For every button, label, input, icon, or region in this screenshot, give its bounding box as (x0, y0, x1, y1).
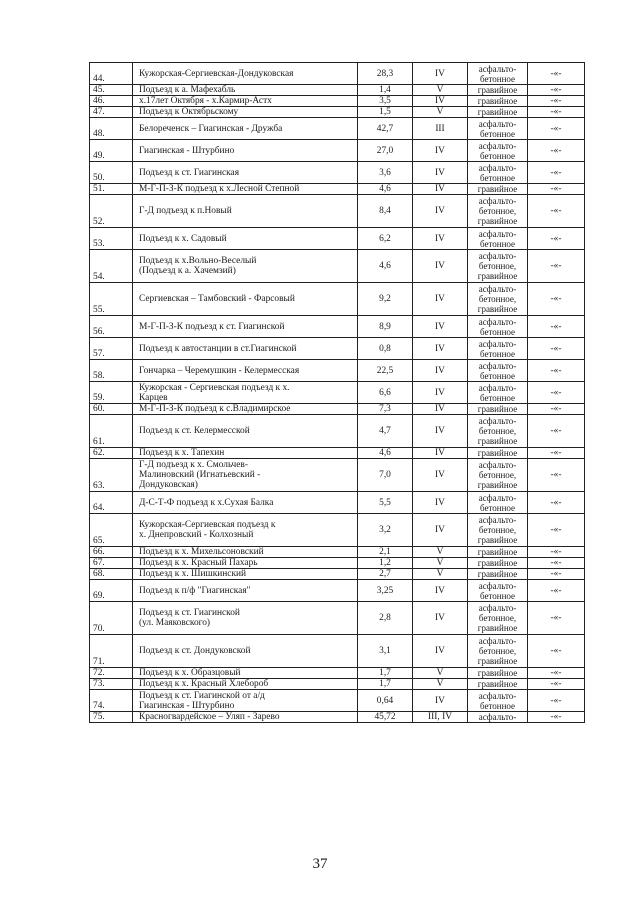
road-name: Подъезд к ст. Келермесской (133, 415, 358, 448)
table-row (90, 338, 585, 360)
row-number: 52. (90, 195, 133, 228)
road-note: -«- (528, 547, 585, 558)
row-number: 69. (90, 580, 133, 602)
road-category: IV (413, 96, 468, 107)
table-row (90, 184, 585, 195)
road-length: 6,2 (358, 228, 413, 250)
road-note: -«- (528, 690, 585, 712)
road-name: Подъезд к п/ф "Гиагинская" (133, 580, 358, 602)
road-length: 9,2 (358, 283, 413, 316)
table-row (90, 250, 585, 283)
road-length: 4,7 (358, 415, 413, 448)
road-name: М-Г-П-З-К подъезд к х.Лесной Степной (133, 184, 358, 195)
road-name: Подъезд к х. Шишкинский (133, 569, 358, 580)
road-name: Подъезд к х. Михельсоновский (133, 547, 358, 558)
road-note: -«- (528, 712, 585, 723)
row-number: 51. (90, 184, 133, 195)
table-row (90, 415, 585, 448)
road-note: -«- (528, 492, 585, 514)
road-coverage: асфальто- бетонное, гравийное (468, 602, 528, 635)
road-length: 3,2 (358, 514, 413, 547)
road-coverage: гравийное (468, 107, 528, 118)
row-number: 45. (90, 85, 133, 96)
road-name: Г-Д подъезд к х. Смольчев- Малиновский (Игнатьевский - Дондуковская) (133, 459, 358, 492)
table-row (90, 195, 585, 228)
road-note: -«- (528, 415, 585, 448)
road-length: 1,2 (358, 558, 413, 569)
road-coverage: асфальто- бетонное (468, 492, 528, 514)
road-name: Красногвардейское – Уляп - Зарево (133, 712, 358, 723)
table-row (90, 635, 585, 668)
road-length: 4,6 (358, 250, 413, 283)
road-name: Кужорская-Сергиевская подъезд к х. Днепровский - Колхозный (133, 514, 358, 547)
row-number: 75. (90, 712, 133, 723)
road-coverage: асфальто- бетонное, гравийное (468, 415, 528, 448)
road-note: -«- (528, 635, 585, 668)
road-coverage: гравийное (468, 85, 528, 96)
table-row (90, 459, 585, 492)
table-row (90, 382, 585, 404)
road-category: IV (413, 492, 468, 514)
table-row (90, 547, 585, 558)
table-row (90, 85, 585, 96)
road-note: -«- (528, 250, 585, 283)
table-row (90, 360, 585, 382)
row-number: 64. (90, 492, 133, 514)
road-length: 5,5 (358, 492, 413, 514)
road-category: III (413, 118, 468, 140)
road-note: -«- (528, 382, 585, 404)
table-row (90, 569, 585, 580)
road-name: Подъезд к х. Садовый (133, 228, 358, 250)
row-number: 48. (90, 118, 133, 140)
road-coverage: гравийное (468, 547, 528, 558)
road-length: 3,1 (358, 635, 413, 668)
road-length: 8,9 (358, 316, 413, 338)
road-name: Подъезд к х.Вольно-Веселый (Подъезд к а. Хачемзий) (133, 250, 358, 283)
road-coverage: асфальто- бетонное (468, 690, 528, 712)
row-number: 49. (90, 140, 133, 162)
road-coverage: асфальто- бетонное, гравийное (468, 195, 528, 228)
road-note: -«- (528, 448, 585, 459)
table-row (90, 316, 585, 338)
road-note: -«- (528, 283, 585, 316)
table-row (90, 162, 585, 184)
road-coverage: гравийное (468, 569, 528, 580)
road-note: -«- (528, 668, 585, 679)
road-coverage: гравийное (468, 558, 528, 569)
road-note: -«- (528, 184, 585, 195)
table-row (90, 63, 585, 85)
road-length: 42,7 (358, 118, 413, 140)
road-name: Подъезд к х. Красный Хлебороб (133, 679, 358, 690)
row-number: 62. (90, 448, 133, 459)
road-category: IV (413, 184, 468, 195)
road-length: 22,5 (358, 360, 413, 382)
road-length: 1,7 (358, 668, 413, 679)
road-coverage: асфальто- бетонное, гравийное (468, 250, 528, 283)
road-category: IV (413, 448, 468, 459)
road-length: 3,6 (358, 162, 413, 184)
road-length: 4,6 (358, 448, 413, 459)
row-number: 59. (90, 382, 133, 404)
table-row (90, 107, 585, 118)
road-category: IV (413, 63, 468, 85)
road-category: V (413, 107, 468, 118)
road-name: Подъезд к ст. Гиагинская (133, 162, 358, 184)
road-category: IV (413, 250, 468, 283)
road-note: -«- (528, 580, 585, 602)
road-note: -«- (528, 162, 585, 184)
road-length: 28,3 (358, 63, 413, 85)
road-length: 1,7 (358, 679, 413, 690)
row-number: 56. (90, 316, 133, 338)
road-coverage: асфальто- бетонное (468, 118, 528, 140)
road-name: Подъезд к х. Красный Пахарь (133, 558, 358, 569)
table-row (90, 448, 585, 459)
row-number: 73. (90, 679, 133, 690)
road-coverage: асфальто- бетонное (468, 360, 528, 382)
row-number: 55. (90, 283, 133, 316)
row-number: 68. (90, 569, 133, 580)
road-note: -«- (528, 96, 585, 107)
road-name: Подъезд к а. Мафехабль (133, 85, 358, 96)
road-length: 1,4 (358, 85, 413, 96)
page-number: 37 (312, 856, 328, 872)
road-name: М-Г-П-З-К подъезд к с.Владимирское (133, 404, 358, 415)
table-row (90, 404, 585, 415)
road-length: 0,8 (358, 338, 413, 360)
road-category: IV (413, 404, 468, 415)
road-category: V (413, 569, 468, 580)
road-length: 1,5 (358, 107, 413, 118)
road-note: -«- (528, 459, 585, 492)
road-name: Белореченск – Гиагинская - Дружба (133, 118, 358, 140)
road-name: Сергиевская – Тамбовский - Фарсовый (133, 283, 358, 316)
road-note: -«- (528, 514, 585, 547)
road-category: IV (413, 580, 468, 602)
table-row (90, 96, 585, 107)
row-number: 61. (90, 415, 133, 448)
road-name: М-Г-П-З-К подъезд к ст. Гиагинской (133, 316, 358, 338)
table-row (90, 580, 585, 602)
road-note: -«- (528, 107, 585, 118)
road-length: 2,8 (358, 602, 413, 635)
road-note: -«- (528, 338, 585, 360)
road-category: IV (413, 635, 468, 668)
row-number: 54. (90, 250, 133, 283)
road-coverage: асфальто- бетонное, гравийное (468, 459, 528, 492)
road-note: -«- (528, 679, 585, 690)
road-coverage: гравийное (468, 404, 528, 415)
road-length: 6,6 (358, 382, 413, 404)
road-length: 3,5 (358, 96, 413, 107)
road-name: Подъезд к ст. Дондуковской (133, 635, 358, 668)
road-length: 7,3 (358, 404, 413, 415)
road-note: -«- (528, 118, 585, 140)
road-name: Гиагинская - Штурбино (133, 140, 358, 162)
table-row (90, 558, 585, 569)
road-length: 2,7 (358, 569, 413, 580)
road-length: 4,6 (358, 184, 413, 195)
road-name: Подъезд к х. Образцовый (133, 668, 358, 679)
table-row (90, 712, 585, 723)
road-coverage: гравийное (468, 96, 528, 107)
road-note: -«- (528, 63, 585, 85)
row-number: 50. (90, 162, 133, 184)
table-row (90, 283, 585, 316)
road-category: IV (413, 283, 468, 316)
road-category: IV (413, 415, 468, 448)
road-note: -«- (528, 195, 585, 228)
table-row (90, 228, 585, 250)
road-coverage: асфальто- бетонное (468, 316, 528, 338)
road-coverage: асфальто- бетонное (468, 382, 528, 404)
row-number: 44. (90, 63, 133, 85)
row-number: 67. (90, 558, 133, 569)
road-coverage: асфальто- бетонное, гравийное (468, 283, 528, 316)
road-coverage: асфальто- бетонное (468, 228, 528, 250)
road-category: IV (413, 382, 468, 404)
road-length: 7,0 (358, 459, 413, 492)
road-category: IV (413, 316, 468, 338)
road-note: -«- (528, 602, 585, 635)
road-name: Кужорская - Сергиевская подъезд к х. Карцев (133, 382, 358, 404)
row-number: 70. (90, 602, 133, 635)
road-name: Подъезд к ст. Гиагинской (ул. Маяковского) (133, 602, 358, 635)
row-number: 63. (90, 459, 133, 492)
road-note: -«- (528, 404, 585, 415)
road-coverage: гравийное (468, 184, 528, 195)
road-category: IV (413, 459, 468, 492)
road-category: IV (413, 602, 468, 635)
table-row (90, 492, 585, 514)
road-coverage: гравийное (468, 679, 528, 690)
road-coverage: асфальто- бетонное (468, 580, 528, 602)
row-number: 65. (90, 514, 133, 547)
row-number: 46. (90, 96, 133, 107)
road-length: 8,4 (358, 195, 413, 228)
row-number: 47. (90, 107, 133, 118)
road-name: Кужорская-Сергиевская-Дондуковская (133, 63, 358, 85)
row-number: 74. (90, 690, 133, 712)
road-category: IV (413, 360, 468, 382)
road-note: -«- (528, 316, 585, 338)
road-category: IV (413, 228, 468, 250)
road-coverage: асфальто- бетонное, гравийное (468, 635, 528, 668)
road-category: III, IV (413, 712, 468, 723)
road-coverage: асфальто- бетонное (468, 140, 528, 162)
road-coverage: асфальто- бетонное (468, 63, 528, 85)
row-number: 57. (90, 338, 133, 360)
road-coverage: асфальто- бетонное (468, 338, 528, 360)
table-row (90, 140, 585, 162)
road-category: V (413, 547, 468, 558)
road-note: -«- (528, 85, 585, 96)
row-number: 71. (90, 635, 133, 668)
road-name: х.17лет Октября - х.Кармир-Астх (133, 96, 358, 107)
road-name: Д-С-Т-Ф подъезд к х.Сухая Балка (133, 492, 358, 514)
table-row (90, 690, 585, 712)
road-coverage: асфальто- бетонное, гравийное (468, 514, 528, 547)
row-number: 66. (90, 547, 133, 558)
road-category: IV (413, 162, 468, 184)
roads-table (89, 62, 585, 723)
row-number: 53. (90, 228, 133, 250)
row-number: 60. (90, 404, 133, 415)
road-name: Подъезд к ст. Гиагинской от а/д Гиагинская - Штурбино (133, 690, 358, 712)
road-note: -«- (528, 228, 585, 250)
road-category: IV (413, 514, 468, 547)
road-name: Подъезд к автостанции в ст.Гиагинской (133, 338, 358, 360)
road-name: Гончарка – Черемушкин - Келермесская (133, 360, 358, 382)
table-row (90, 514, 585, 547)
table-row (90, 118, 585, 140)
road-category: V (413, 668, 468, 679)
road-note: -«- (528, 140, 585, 162)
road-category: V (413, 85, 468, 96)
road-note: -«- (528, 569, 585, 580)
table-row (90, 602, 585, 635)
road-length: 45,72 (358, 712, 413, 723)
roads-table-body (90, 63, 585, 723)
row-number: 72. (90, 668, 133, 679)
road-category: IV (413, 140, 468, 162)
road-coverage: асфальто- бетонное (468, 162, 528, 184)
road-category: IV (413, 338, 468, 360)
table-row (90, 679, 585, 690)
road-length: 2,1 (358, 547, 413, 558)
table-row (90, 668, 585, 679)
road-coverage: асфальто- (468, 712, 528, 723)
road-length: 0,64 (358, 690, 413, 712)
road-category: V (413, 679, 468, 690)
road-name: Подъезд к Октябрьскому (133, 107, 358, 118)
road-coverage: гравийное (468, 668, 528, 679)
road-category: IV (413, 195, 468, 228)
road-category: V (413, 558, 468, 569)
road-length: 27,0 (358, 140, 413, 162)
road-coverage: гравийное (468, 448, 528, 459)
road-note: -«- (528, 558, 585, 569)
road-name: Подъезд к х. Тапехин (133, 448, 358, 459)
road-length: 3,25 (358, 580, 413, 602)
road-name: Г-Д подъезд к п.Новый (133, 195, 358, 228)
road-category: IV (413, 690, 468, 712)
row-number: 58. (90, 360, 133, 382)
road-note: -«- (528, 360, 585, 382)
